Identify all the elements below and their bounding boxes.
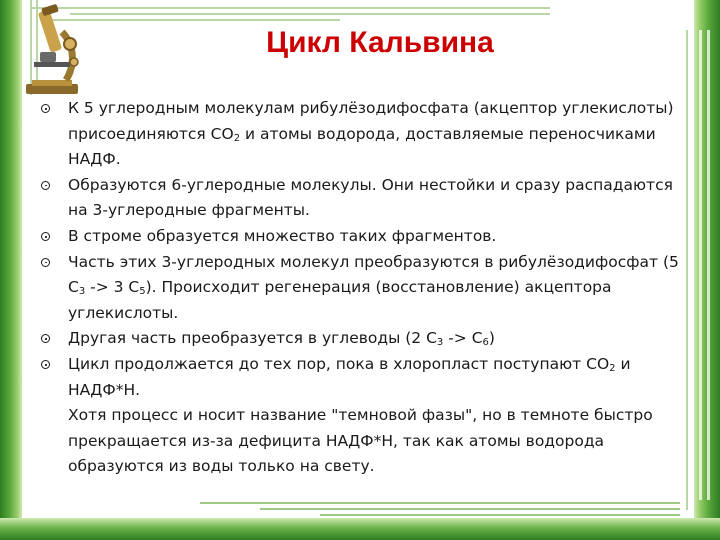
bullet-item xyxy=(38,250,693,327)
bullet-text: и атомы водорода, доставляемые переносчиками НАДФ. xyxy=(68,124,656,169)
bullet-item xyxy=(38,173,693,224)
bottom-decor-lines xyxy=(200,502,680,518)
bullet-dot-icon xyxy=(41,232,50,241)
bullet-dot-icon xyxy=(41,360,50,369)
bullet-text: В строме образуется множество таких фрагментов. xyxy=(68,226,497,245)
subscript: 3 xyxy=(78,286,86,298)
bullet-text: Другая часть преобразуется в углеводы (2 С xyxy=(68,329,437,348)
top-decor-lines xyxy=(30,3,550,23)
bullet-item xyxy=(38,352,693,403)
subscript: 2 xyxy=(233,132,241,144)
bullet-dot-icon xyxy=(41,181,50,190)
bullet-text: ). Происходит регенерация (восстановление) акцептора углекислоты. xyxy=(68,278,612,322)
bullet-text: Часть этих 3-углеродных молекул преобразуются в рибулёзодифосфат (5 С xyxy=(68,252,679,297)
bullet-dot-icon xyxy=(41,104,50,113)
bullet-dot-icon xyxy=(41,258,50,267)
frame-right xyxy=(694,0,720,540)
bullet-text: Образуются 6-углеродные молекулы. Они нестойки и сразу распадаются на 3-углеродные фрагменты. xyxy=(68,175,673,220)
bullet-item xyxy=(38,96,693,173)
bullet-item xyxy=(38,326,693,352)
bullet-text: Цикл продолжается до тех пор, пока в хлоропласт поступают СО xyxy=(68,354,610,373)
subscript: 2 xyxy=(609,362,616,374)
bullet-text: К 5 углеродным молекулам рибулёзодифосфата (акцептор углекислоты) присоединяются СО xyxy=(68,99,674,143)
bullet-text: и НАДФ*Н. xyxy=(68,354,631,399)
slide-title: Цикл Кальвина xyxy=(266,26,494,59)
bullet-dot-icon xyxy=(41,334,50,343)
frame-bottom xyxy=(0,518,720,540)
subscript: 5 xyxy=(139,286,146,298)
bullet-text: Хотя процесс и носит название "темновой фазы", но в темноте быстро прекращается из-за дефицита НАДФ*Н, так как атомы водорода образуются из воды только на свету. xyxy=(68,406,653,476)
bullet-text: -> 3 С xyxy=(85,278,140,297)
subscript: 3 xyxy=(436,337,444,349)
bullet-text: -> С xyxy=(443,329,483,348)
bullet-text: ) xyxy=(488,329,495,348)
subscript: 6 xyxy=(482,337,489,349)
bullet-list xyxy=(38,96,693,480)
paragraph-item xyxy=(38,403,693,480)
bullet-item xyxy=(38,224,693,250)
